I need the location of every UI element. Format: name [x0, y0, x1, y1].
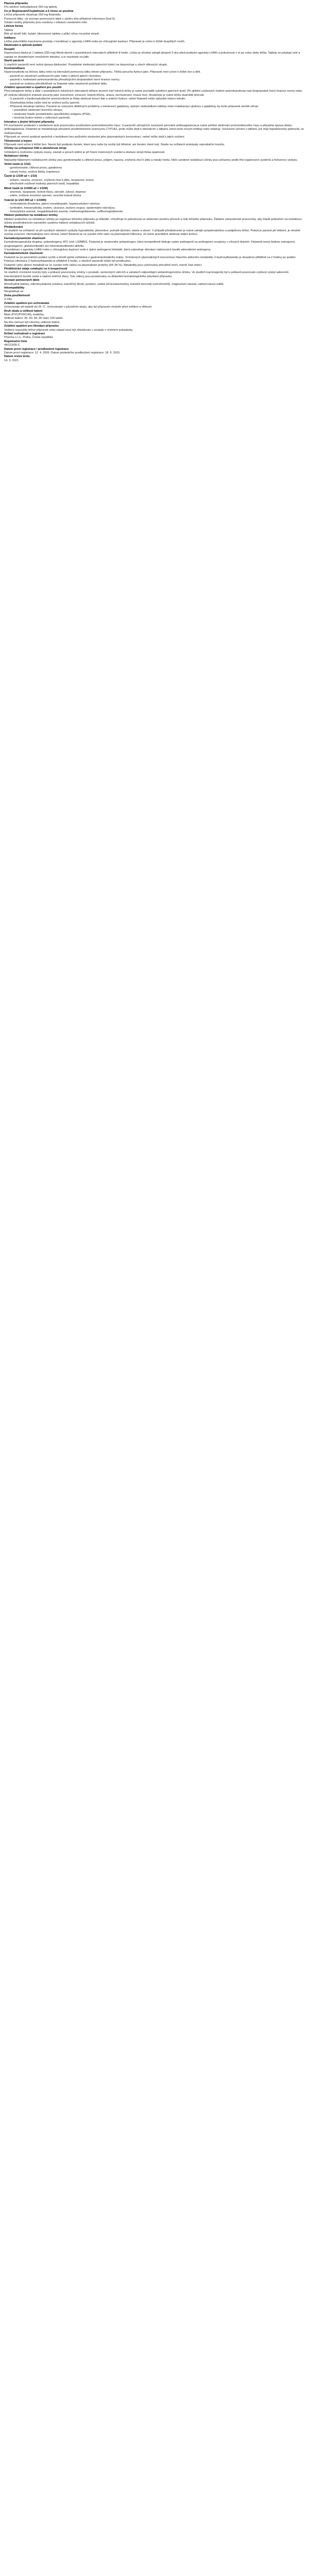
paragraph: Ostatní složky přípravku jsou uvedeny v odstavci uvedeném níže. — [4, 21, 88, 25]
section-heading: Dospělí — [4, 47, 15, 51]
list-item: - návaly horka, snížení libida, impotence — [8, 170, 60, 174]
section-heading: Farmakodynamické vlastnosti — [4, 236, 45, 240]
section-heading: Inkompatibility — [4, 286, 25, 290]
paragraph: Hypersenzitivita na léčivou látku nebo na kteroukoli pomocnou látku tohoto přípravku. Těžká porucha funkce jater. Přípravek není určen k léčbě žen a dětí. — [4, 71, 201, 74]
section-heading: Nežádoucí účinky — [4, 155, 29, 158]
paragraph: 14. 3. 2021 — [4, 359, 19, 362]
list-item: - pacienti se známou přecitlivělostí na flutamid nebo strukturně podobné látky. — [8, 82, 108, 86]
section-heading: Předávkování — [4, 225, 23, 229]
sub-list-item: • sledování hladin prostatického specifického antigenu (PSA); — [12, 112, 91, 116]
section-heading: Seznam pomocných látek — [4, 279, 40, 282]
section-heading: Indikace — [4, 36, 16, 40]
subsection-heading: Velmi časté (≥ 1/10) — [4, 163, 31, 166]
section-heading: Těhotenství a kojení — [4, 139, 32, 143]
paragraph: Léčivý přípravek obsahuje 250 mg flutamidu. — [4, 13, 62, 17]
section-heading: Registrační číslo — [4, 340, 27, 343]
paragraph: Na trhu nemusí být všechny velikosti balení. — [4, 320, 61, 324]
section-heading: Předklinické údaje vztahující se k bezpečnosti — [4, 267, 67, 271]
list-item: - průjem, nauzea, zvracení, zvýšená chuť k jídlu, nespavost, únava — [8, 178, 94, 182]
section-heading: Datum první registrace / prodloužení registrace — [4, 347, 69, 351]
list-item: - anorexie, dyspepsie, bolesti hlavy, závratě, úzkost, deprese — [8, 190, 86, 194]
section-heading: Farmakokinetické vlastnosti — [4, 252, 43, 256]
subsection-heading: Časté (≥ 1/100 až < 1/10) — [4, 175, 37, 178]
sub-list-item: • pravidelné sledování krevního obrazu; — [12, 109, 63, 112]
paragraph: Přípravek se nesmí podávat společně s teofylinem bez pečlivého sledování jeho plazmatických koncentrací, neboť může dojít k jejich zvýšení. — [4, 135, 185, 139]
section-heading: Kontraindikace — [4, 66, 25, 70]
paragraph: 3 roky — [4, 298, 12, 301]
section-heading: Doba použitelnosti — [4, 294, 30, 297]
paragraph: Léčba pokročilého karcinomu prostaty v kombinaci s agonisty LHRH nebo po chirurgické kastraci. Přípravek je určen k léčbě dospělých mužů. — [4, 40, 185, 44]
paragraph: Veškerý nepoužitý léčivý přípravek nebo odpad musí být zlikvidován v souladu s místními požadavky. — [4, 328, 133, 332]
paragraph: Blistr (PVC/PVDC/Al), krabička. — [4, 313, 45, 316]
subsection-heading: Méně časté (≥ 1/1000 až < 1/100) — [4, 187, 48, 190]
section-heading: Druh obalu a velikost balení — [4, 309, 43, 313]
list-item: - cholestatická žloutenka, jaterní encefalopatie, hepatocelulární nekróza — [8, 202, 100, 206]
paragraph: Neuplatňuje se. — [4, 290, 24, 294]
list-item: - Přípravek obsahuje laktózu. Pacienti se vzácnými dědičnými problémy s intolerancí galaktózy, úplným nedostatkem laktázy nebo malabsorpcí glukózy a galaktózy by tento přípravek neměli užívat. — [8, 105, 259, 108]
list-item: - U pacientů s kardiovaskulárním onemocněním je třeba sledovat krevní tlak a srdeční funkce, neboť flutamid může způsobit retenci tekutin. — [8, 97, 186, 101]
paragraph: Monohydrát laktózy, mikrokrystalická celulóza, kukuřičný škrob, povidon, sodná sůl kroskarmelózy, koloidní bezvodý oxid křemičitý, magnesium-stearát, natrium-lauryl-sulfát. — [4, 282, 224, 286]
paragraph: Pro udržení nízkodávkové 250 mg tablety — [4, 6, 57, 9]
list-item: - hemolytická anemie, megaloblastická anemie, methemoglobinemie, sulfhemoglobinemie — [8, 210, 123, 213]
sub-list-item: • kontrola funkce ledvin u rizikových pacientů. — [12, 116, 71, 120]
paragraph: U starších pacientů není nutná úprava dávkování. Pravidelné sledování jaterních funkcí se doporučuje u všech věkových skupin. — [4, 63, 168, 66]
paragraph: Pomocné látky: viz seznam pomocných látek v závěru této příbalové informace (bod 6). — [4, 17, 116, 21]
paragraph: Ve studiích chronické toxicity byly u potkanů pozorovány změny v prostatě, semenných váčcích a varlatech odpovídající antiandrogennímu účinku. Ve studiích karcinogenity byl u potkanů pozorován zvýšený výskyt adenomů intersticiálních buněk varlat a nádorů mléčné žlázy. Tyto nálezy jsou považovány za důsledek farmakologického působení přípravku. — [4, 271, 289, 278]
paragraph: Pharma s.r.o., Praha, Česká republika — [4, 336, 53, 340]
paragraph: Hlášení podezření na nežádoucí účinky po registraci léčivého přípravku je důležité. Umožňuje to pokračovat ve sledování poměru přínosů a rizik léčivého přípravku. Žádáme zdravotnické pracovníky, aby hlásili podezření na nežádoucí účinky prostřednictvím národního systému hlášení nežádoucích účinků. — [4, 217, 302, 225]
list-item: - pacienti s hodnotami aminotransferáz přesahujícími dvojnásobek horní hranice normy; — [8, 78, 121, 82]
section-heading: Co je Bupivacain/Cisplatinum a k čemu se používá — [4, 9, 74, 13]
paragraph: Bílé až téměř bílé, kulaté, bikonvexní tablety s půlicí rýhou na jedné straně. — [4, 32, 100, 36]
paragraph: Nejčastěji hlášenými nežádoucími účinky jsou gynekomastie a citlivost prsou, průjem, nauzea, zvýšená chuť k jídlu a návaly horka. Níže uvedené nežádoucí účinky jsou seřazeny podle tříd orgánových systémů a frekvence výskytu. — [4, 158, 298, 162]
paragraph: Tablety — [4, 28, 13, 32]
paragraph: Před zahájením léčby a dále v pravidelných měsíčních intervalech během prvních čtyř měsíců léčby je nutné provádět vyšetření jaterních testů. Při zjištění zvýšených hodnot aminotransferáz nad dvojnásobek horní hranice normy nebo při výskytu klinických známek poruchy jater (nevolnost, zvracení, bolesti břicha, únava, nechutenství, tmavá moč, žloutenka) je nutné léčbu okamžitě přerušit. — [4, 90, 302, 97]
list-item: - edém, snížené množství spermií, neurčité bolesti břicha — [8, 194, 81, 198]
section-heading: Interakce s jinými léčivými přípravky — [4, 120, 55, 124]
section-heading: Zvláštní opatření pro likvidaci přípravku — [4, 325, 59, 328]
section-heading: Datum revize textu — [4, 355, 30, 359]
section-heading: Držitel rozhodnutí o registraci — [4, 332, 45, 335]
section-heading: Zvláštní opatření pro uchovávání — [4, 301, 49, 305]
section-heading: Starší pacienti — [4, 59, 24, 63]
list-item: - přechodně zvýšené hodnoty jaterních testů, hepatitida — [8, 182, 79, 186]
list-item: - gynekomastie, citlivost prsou, galaktorea — [8, 166, 62, 170]
paragraph: Flutamid i jeho aktivní metabolit se ve vysoké míře vážou na plazmatické proteiny (94–96 %). Metabolity jsou vylučovány převážně močí, menší část stolicí. — [4, 263, 202, 267]
paragraph: Datum první registrace: 12. 4. 2005. Datum posledního prodloužení registrace: 18. 6. 2015. — [4, 351, 121, 354]
list-item: - pacienti se závažným poškozením jater nebo s aktivní jaterní chorobou; — [8, 74, 101, 78]
section-heading: Účinky na schopnost řídit a obsluhovat stroje — [4, 147, 67, 150]
section-heading: Léková forma — [4, 25, 23, 28]
section-heading: Dávkování a způsob podání — [4, 44, 42, 47]
paragraph: Doporučená dávka je 1 tableta (250 mg) třikrát denně v pravidelných intervalech přibližně 8 hodin. Léčbu je vhodné zahájit alespoň 3 dny před podáním agonisty LHRH a pokračovat v ní po celou dobu léčby. Tablety se polykají celé a zapíjejí se dostatečným množstvím tekutiny, a to nezávisle na jídle. — [4, 52, 300, 59]
section-heading: Zvláštní upozornění a opatření pro použití — [4, 86, 62, 89]
paragraph: Ve studiích na zvířatech se při vysokých dávkách vyskytly hypoaktivita, piloerekce, pomalé dýchání, ataxie a slzení. V případě předávkování je nutné zahájit symptomatickou a podpůrnou léčbu. Pokud je pacient při vědomí, je vhodné vyvolat zvracení. Hemodialýza není účinná, neboť flutamid se ve vysoké míře váže na plazmatické bílkoviny. Je nutné pravidelně sledovat vitální funkce. — [4, 229, 300, 236]
list-item: - Dlouhodobá léčba může vést ke snížení počtu spermií. — [8, 101, 80, 105]
paragraph: Vzhledem k možnému výskytu únavy, závratí a poruch vidění je při řízení motorových vozidel a obsluze strojů třeba opatrnosti. — [4, 150, 165, 154]
section-heading: Hlášení podezření na nežádoucí účinky — [4, 214, 58, 217]
paragraph: Přípravek není určen k léčbě žen. Nesmí být podáván ženám, které jsou nebo by mohly být těhotné, ani ženám, které kojí. Studie na zvířatech prokázaly reprodukční toxicitu. — [4, 143, 225, 147]
paragraph: Velikost balení: 30, 60, 84, 90 nebo 100 tablet. — [4, 317, 64, 320]
paragraph: Flutamid se po perorálním podání rychle a téměř úplně vstřebává z gastrointestinálního traktu. Vrcholových plazmatických koncentrací hlavního aktivního metabolitu 2-hydroxyflutamidu je dosaženo přibližně za 2 hodiny po podání. Poločas eliminace 2-hydroxyflutamidu je přibližně 6 hodin, u starších pacientů může být prodloužen. — [4, 256, 297, 263]
subsection-heading: Vzácné (≥ 1/10 000 až < 1/1000) — [4, 198, 46, 202]
list-item: - lymfedém, fotosenzitivita, erytém, ulcerace, bulózní erupce, epidermální nekrolýza — [8, 206, 115, 210]
package-leaflet-document — [0, 0, 309, 365]
section-heading: Plazma připravku — [4, 2, 28, 5]
paragraph: Farmakoterapeutická skupina: antiandrogeny, ATC kód: L02BB01. Flutamid je nesteroidní antiandrogen, který kompetitivně blokuje vazbu androgenů na androgenní receptory v cílových tkáních. Flutamid nemá žádnou estrogenní, progestagenní, glukokortikoidní ani mineralokortikoidní aktivitu. — [4, 241, 296, 248]
paragraph: 44/123/05-C — [4, 344, 20, 347]
paragraph: Při současném podávání s warfarinem bylo pozorováno prodloužení protrombinového času. U pacientů užívajících současně perorální antikoagulancia je nutné pečlivé sledování protrombinového času a případná úprava dávky antikoagulancia. Flutamid se metabolizuje převážně prostřednictvím izoenzymu CYP1A2, proto může dojít k interakcím s látkami, které tento enzym inhibují nebo indukují. Současné užívání s látkami, jež mají hepatotoxický potenciál, se nedoporučuje. — [4, 124, 304, 135]
paragraph: V kombinaci s agonisty LHRH nebo s chirurgickou kastrací vede k úplné androgenní blokádě, která zabraňuje stimulaci nádorových buněk adrenálními androgeny. — [4, 248, 211, 251]
paragraph: Uchovávejte při teplotě do 25 °C. Uchovávejte v původním obalu, aby byl přípravek chráněn před světlem a vlhkostí. — [4, 306, 152, 309]
